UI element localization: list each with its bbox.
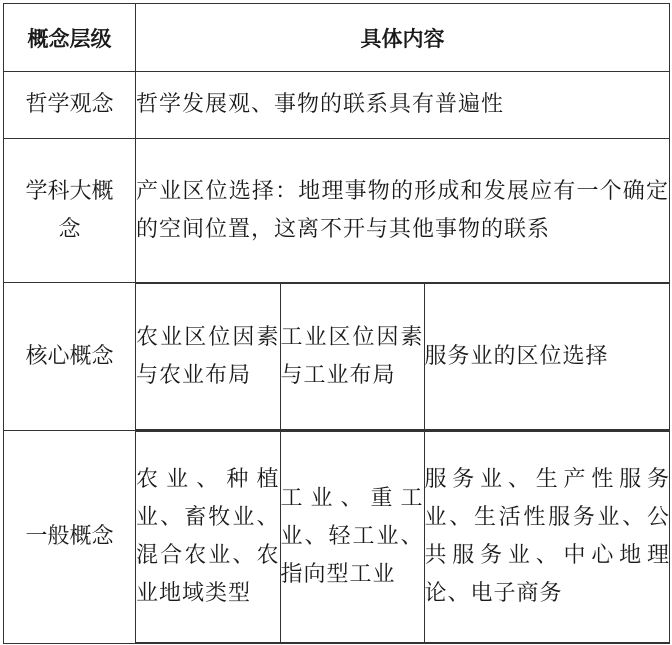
general-level: 一般概念 [4, 431, 136, 644]
row-level: 学科大概念 [4, 139, 136, 283]
general-cell-service: 服务业、生产性服务业、生活性服务业、公共服务业、中心地理论、电子商务 [424, 432, 670, 643]
header-content: 具体内容 [136, 4, 670, 72]
general-row [4, 431, 670, 644]
general-cell-industry: 工业、重工业、轻工业、指向型工业 [280, 432, 424, 643]
core-cell-service: 服务业的区位选择 [424, 284, 670, 430]
general-cells [136, 431, 670, 644]
core-subtable [136, 283, 670, 430]
core-row [4, 283, 670, 431]
core-level: 核心概念 [4, 283, 136, 431]
table-row [4, 139, 670, 283]
general-cell-agriculture: 农业、种植业、畜牧业、混合农业、农业地域类型 [136, 432, 280, 643]
general-subtable [136, 431, 670, 643]
core-cells [136, 283, 670, 431]
table-row [4, 72, 670, 139]
row-level: 哲学观念 [4, 72, 136, 139]
row-content: 产业区位选择：地理事物的形成和发展应有一个确定的空间位置，这离不开与其他事物的联系 [136, 139, 670, 283]
concept-table [3, 3, 670, 644]
row-content: 哲学发展观、事物的联系具有普遍性 [136, 72, 670, 139]
core-cell-agriculture: 农业区位因素与农业布局 [136, 284, 280, 430]
header-row [4, 4, 670, 72]
core-cell-industry: 工业区位因素与工业布局 [280, 284, 424, 430]
header-level: 概念层级 [4, 4, 136, 72]
